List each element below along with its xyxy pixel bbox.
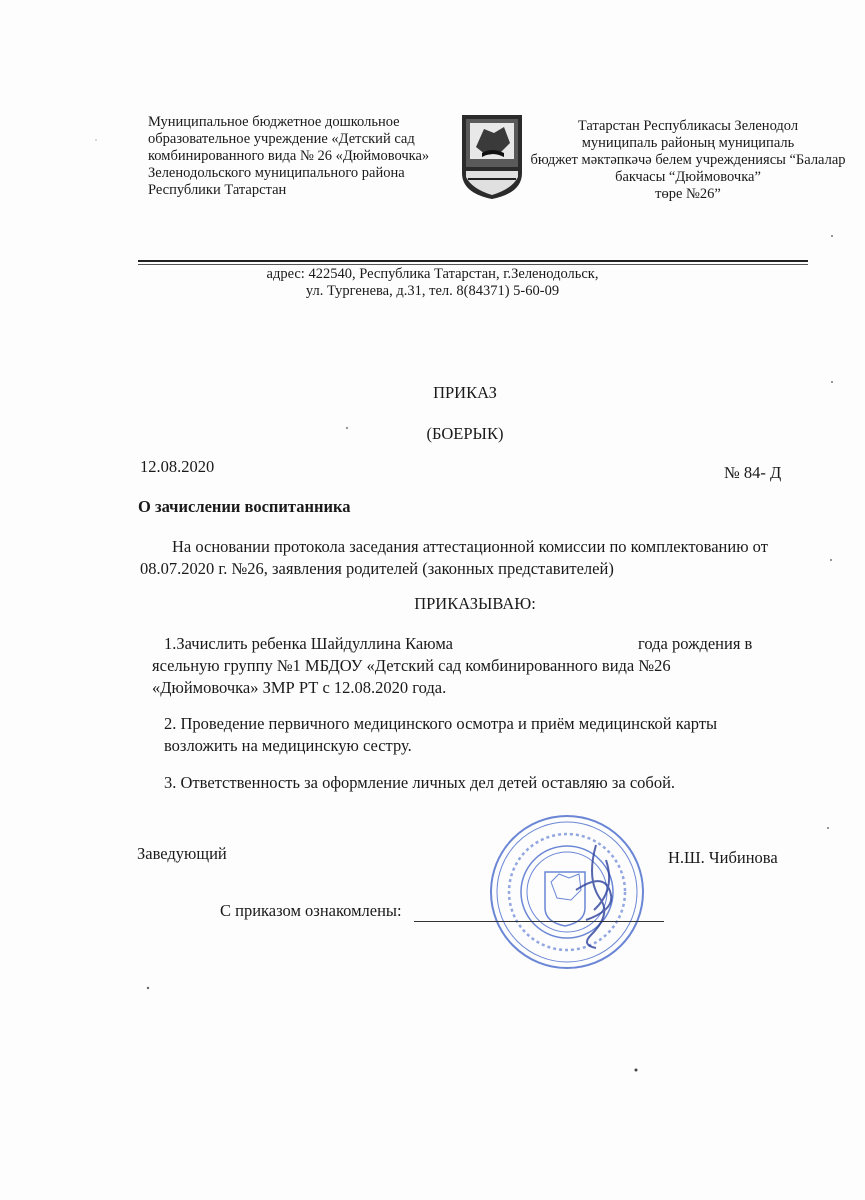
signature-icon [556,840,636,950]
order-item-3: 3. Ответственность за оформление личных дел детей оставляю за собой. [164,773,676,792]
preamble-line: 08.07.2020 г. №26, заявления родителей (законных представителей) [140,559,614,578]
order-item-1-line: ясельную группу №1 МБДОУ «Детский сад комбинированного вида №26 [152,656,671,675]
document-date: 12.08.2020 [140,457,215,476]
order-item-1: 1.Зачислить ребенка Шайдуллина Каюма [164,634,453,653]
header-right-line: бюджет мәктәпкәчә белем учреждениясы “Балалар [530,152,846,168]
address-block [0,266,865,300]
header-left-line: Республики Татарстан [148,182,287,198]
signer-name: Н.Ш. Чибинова [668,848,778,867]
header-left-line: образовательное учреждение «Детский сад [148,131,415,147]
header-right-line: бакчасы “Дюймовочка” [615,169,761,185]
header-right-line: төре №26” [655,186,721,202]
institution-name-tt [528,118,848,203]
header-left-line: Зеленодольского муниципального района [148,165,405,181]
acknowledgement-line [414,921,664,922]
header-divider [138,260,808,262]
header-right-line: Татарстан Республикасы Зеленодол [577,118,799,134]
header-left-line: Муниципальное бюджетное дошкольное [148,114,400,130]
header-right-line: муниципаль районың муниципаль [581,135,795,151]
order-item-2: 2. Проведение первичного медицинского осмотра и приём медицинской карты [164,714,718,733]
document-title: ПРИКАЗ [433,383,497,402]
address-line: ул. Тургенева, д.31, тел. 8(84371) 5-60-09 [305,283,560,299]
coat-of-arms-icon [460,113,524,201]
order-item-2-line: возложить на медицинскую сестру. [164,736,412,755]
acknowledgement-label: С приказом ознакомлены: [220,901,402,920]
preamble-line: На основании протокола заседания аттестационной комиссии по комплектованию от [172,537,768,556]
address-line: адрес: 422540, Республика Татарстан, г.Зеленодольск, [266,266,599,282]
document-subject: О зачислении воспитанника [138,497,351,516]
order-heading: ПРИКАЗЫВАЮ: [414,594,536,613]
header-left-line: комбинированного вида № 26 «Дюймовочка» [148,148,430,164]
institution-name-ru [148,114,429,199]
order-item-1-line: «Дюймовочка» ЗМР РТ с 12.08.2020 года. [152,678,447,697]
order-item-1-birth: года рождения в [638,634,753,653]
document-number: № 84- Д [724,463,782,482]
document-subtitle: (БОЕРЫК) [426,424,504,443]
signer-role: Заведующий [137,844,227,863]
header-divider-thin [138,264,808,265]
